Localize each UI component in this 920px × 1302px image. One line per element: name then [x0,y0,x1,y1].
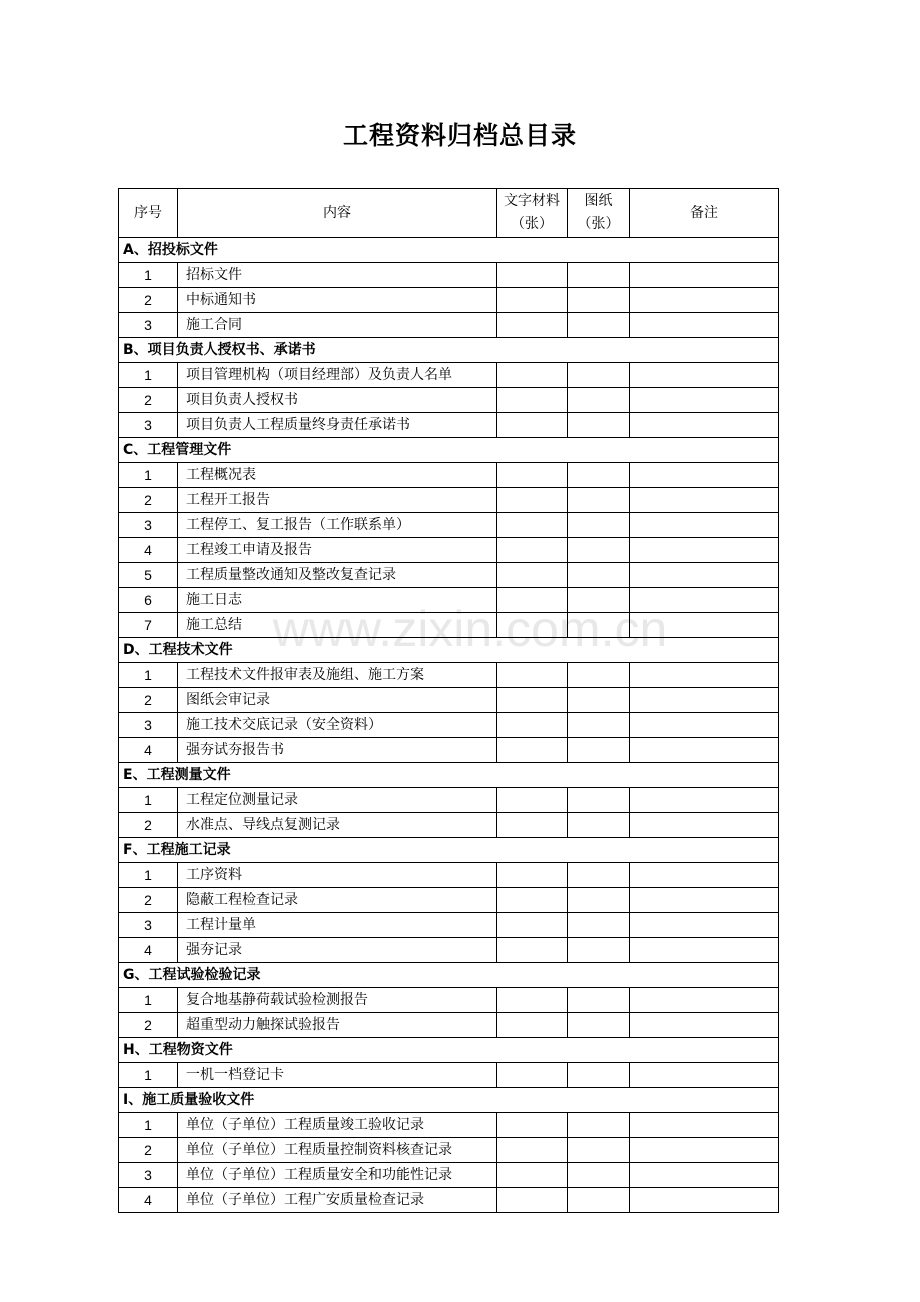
item-name: 工程计量单 [178,913,497,938]
remarks-cell [630,513,779,538]
item-number: 1 [119,463,178,488]
item-name: 施工总结 [178,613,497,638]
drawings-cell [568,1063,630,1088]
text-pages-cell [497,713,568,738]
remarks-cell [630,1113,779,1138]
item-number: 2 [119,388,178,413]
table-row [119,713,779,738]
item-name: 水准点、导线点复测记录 [178,813,497,838]
text-pages-cell [497,388,568,413]
drawings-cell [568,538,630,563]
drawings-cell [568,388,630,413]
item-number: 1 [119,263,178,288]
header-text-pages: 文字材料（张） [497,189,568,238]
table-row [119,738,779,763]
text-pages-cell [497,1113,568,1138]
item-name: 隐蔽工程检查记录 [178,888,497,913]
text-pages-cell [497,988,568,1013]
table-row [119,788,779,813]
item-name: 工序资料 [178,863,497,888]
drawings-cell [568,288,630,313]
section-row [119,438,779,463]
item-number: 2 [119,1013,178,1038]
item-name: 单位（子单位）工程广安质量检查记录 [178,1188,497,1213]
section-title: C、工程管理文件 [119,438,779,463]
table-row [119,538,779,563]
item-number: 1 [119,363,178,388]
text-pages-cell [497,313,568,338]
drawings-cell [568,713,630,738]
drawings-cell [568,1163,630,1188]
drawings-cell [568,663,630,688]
item-name: 工程开工报告 [178,488,497,513]
item-name: 强夯试夯报告书 [178,738,497,763]
section-title: I、施工质量验收文件 [119,1088,779,1113]
text-pages-cell [497,513,568,538]
remarks-cell [630,863,779,888]
drawings-cell [568,313,630,338]
header-drawings: 图纸（张） [568,189,630,238]
table-row [119,913,779,938]
item-name: 施工日志 [178,588,497,613]
remarks-cell [630,813,779,838]
drawings-cell [568,263,630,288]
item-name: 施工合同 [178,313,497,338]
item-number: 2 [119,488,178,513]
drawings-cell [568,888,630,913]
section-title: F、工程施工记录 [119,838,779,863]
table-row [119,288,779,313]
item-name: 中标通知书 [178,288,497,313]
text-pages-cell [497,463,568,488]
text-pages-cell [497,863,568,888]
item-name: 单位（子单位）工程质量安全和功能性记录 [178,1163,497,1188]
remarks-cell [630,1163,779,1188]
remarks-cell [630,563,779,588]
remarks-cell [630,388,779,413]
table-row [119,1138,779,1163]
drawings-cell [568,1188,630,1213]
watermark: www.zixin.com.cn [272,601,668,657]
section-row [119,1088,779,1113]
drawings-cell [568,1113,630,1138]
drawings-cell [568,413,630,438]
drawings-cell [568,363,630,388]
item-name: 单位（子单位）工程质量竣工验收记录 [178,1113,497,1138]
remarks-cell [630,1013,779,1038]
section-title: B、项目负责人授权书、承诺书 [119,338,779,363]
remarks-cell [630,538,779,563]
section-row [119,763,779,788]
remarks-cell [630,913,779,938]
remarks-cell [630,263,779,288]
catalog-table [118,188,779,1213]
item-name: 单位（子单位）工程质量控制资料核查记录 [178,1138,497,1163]
table-row [119,863,779,888]
header-content: 内容 [178,189,497,238]
item-number: 1 [119,863,178,888]
section-title: E、工程测量文件 [119,763,779,788]
text-pages-cell [497,1138,568,1163]
remarks-cell [630,363,779,388]
item-number: 2 [119,688,178,713]
remarks-cell [630,1188,779,1213]
remarks-cell [630,713,779,738]
item-number: 3 [119,513,178,538]
item-name: 工程停工、复工报告（工作联系单） [178,513,497,538]
drawings-cell [568,1013,630,1038]
text-pages-cell [497,688,568,713]
table-row [119,688,779,713]
table-row [119,1113,779,1138]
text-pages-cell [497,888,568,913]
text-pages-cell [497,788,568,813]
table-header-row [119,189,779,238]
text-pages-cell [497,613,568,638]
section-row [119,1038,779,1063]
item-name: 工程定位测量记录 [178,788,497,813]
drawings-cell [568,613,630,638]
text-pages-cell [497,363,568,388]
drawings-cell [568,563,630,588]
text-pages-cell [497,413,568,438]
drawings-cell [568,788,630,813]
table-row [119,388,779,413]
table-row [119,488,779,513]
table-row [119,263,779,288]
text-pages-cell [497,1063,568,1088]
drawings-cell [568,813,630,838]
item-number: 4 [119,738,178,763]
section-row [119,638,779,663]
remarks-cell [630,988,779,1013]
section-row [119,338,779,363]
section-title: A、招投标文件 [119,238,779,263]
remarks-cell [630,688,779,713]
text-pages-cell [497,1163,568,1188]
header-seq: 序号 [119,189,178,238]
drawings-cell [568,988,630,1013]
section-row [119,963,779,988]
remarks-cell [630,938,779,963]
header-remarks: 备注 [630,189,779,238]
text-pages-cell [497,488,568,513]
section-title: D、工程技术文件 [119,638,779,663]
item-number: 6 [119,588,178,613]
item-number: 3 [119,913,178,938]
item-number: 1 [119,988,178,1013]
text-pages-cell [497,1013,568,1038]
text-pages-cell [497,588,568,613]
text-pages-cell [497,263,568,288]
remarks-cell [630,313,779,338]
item-name: 项目负责人工程质量终身责任承诺书 [178,413,497,438]
table-row [119,988,779,1013]
item-number: 2 [119,813,178,838]
table-row [119,563,779,588]
item-number: 1 [119,663,178,688]
remarks-cell [630,788,779,813]
table-row [119,1013,779,1038]
item-number: 4 [119,1188,178,1213]
item-number: 4 [119,538,178,563]
item-number: 1 [119,1113,178,1138]
drawings-cell [568,938,630,963]
remarks-cell [630,488,779,513]
item-number: 2 [119,888,178,913]
item-name: 项目管理机构（项目经理部）及负责人名单 [178,363,497,388]
table-row [119,313,779,338]
item-name: 工程质量整改通知及整改复查记录 [178,563,497,588]
table-row [119,463,779,488]
item-number: 4 [119,938,178,963]
item-number: 1 [119,788,178,813]
item-name: 一机一档登记卡 [178,1063,497,1088]
table-row [119,613,779,638]
table-row [119,588,779,613]
table-row [119,1188,779,1213]
drawings-cell [568,488,630,513]
drawings-cell [568,738,630,763]
item-name: 复合地基静荷载试验检测报告 [178,988,497,1013]
text-pages-cell [497,288,568,313]
section-row [119,838,779,863]
text-pages-cell [497,913,568,938]
item-name: 强夯记录 [178,938,497,963]
remarks-cell [630,1138,779,1163]
remarks-cell [630,413,779,438]
page-title: 工程资料归档总目录 [342,121,577,150]
item-number: 7 [119,613,178,638]
item-number: 3 [119,713,178,738]
item-name: 图纸会审记录 [178,688,497,713]
remarks-cell [630,1063,779,1088]
table-row [119,363,779,388]
table-row [119,663,779,688]
item-name: 项目负责人授权书 [178,388,497,413]
item-name: 招标文件 [178,263,497,288]
drawings-cell [568,863,630,888]
drawings-cell [568,588,630,613]
remarks-cell [630,738,779,763]
table-row [119,413,779,438]
item-name: 工程概况表 [178,463,497,488]
table-row [119,1063,779,1088]
item-number: 3 [119,1163,178,1188]
remarks-cell [630,663,779,688]
item-number: 2 [119,1138,178,1163]
remarks-cell [630,888,779,913]
section-row [119,238,779,263]
table-row [119,813,779,838]
drawings-cell [568,463,630,488]
item-number: 3 [119,313,178,338]
item-name: 施工技术交底记录（安全资料） [178,713,497,738]
item-name: 工程竣工申请及报告 [178,538,497,563]
table-row [119,1163,779,1188]
table-row [119,888,779,913]
table-row [119,938,779,963]
drawings-cell [568,688,630,713]
text-pages-cell [497,538,568,563]
item-name: 工程技术文件报审表及施组、施工方案 [178,663,497,688]
text-pages-cell [497,738,568,763]
item-number: 1 [119,1063,178,1088]
drawings-cell [568,913,630,938]
text-pages-cell [497,813,568,838]
drawings-cell [568,1138,630,1163]
text-pages-cell [497,663,568,688]
remarks-cell [630,588,779,613]
item-number: 2 [119,288,178,313]
item-number: 5 [119,563,178,588]
remarks-cell [630,288,779,313]
section-title: G、工程试验检验记录 [119,963,779,988]
catalog-body [119,238,779,1213]
text-pages-cell [497,1188,568,1213]
remarks-cell [630,613,779,638]
drawings-cell [568,513,630,538]
text-pages-cell [497,563,568,588]
item-number: 3 [119,413,178,438]
section-title: H、工程物资文件 [119,1038,779,1063]
table-row [119,513,779,538]
text-pages-cell [497,938,568,963]
item-name: 超重型动力触探试验报告 [178,1013,497,1038]
remarks-cell [630,463,779,488]
